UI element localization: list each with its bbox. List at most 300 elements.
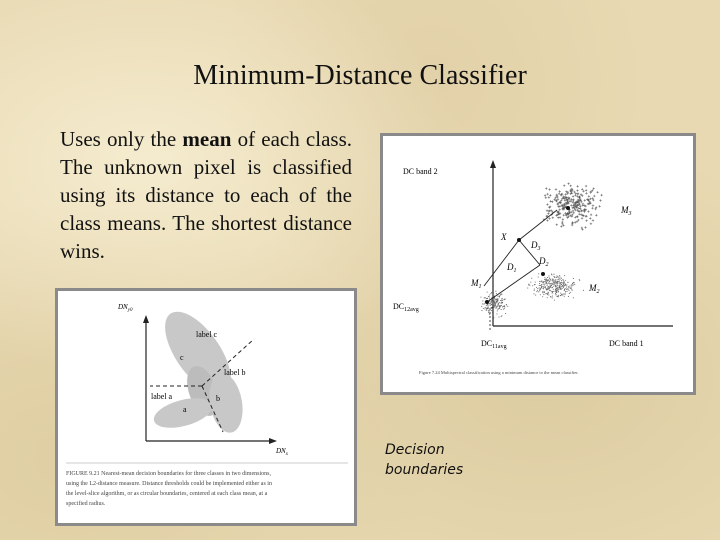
- scatter-mark: [559, 282, 560, 283]
- label-m2: $M_2$: [589, 283, 600, 295]
- scatter-mark: [554, 283, 555, 284]
- scatter-mark: [544, 277, 545, 278]
- scatter-mark: [578, 213, 580, 215]
- scatter-mark: [494, 298, 495, 299]
- scatter-mark: [552, 295, 553, 296]
- scatter-mark: [547, 212, 549, 214]
- scatter-mark: [559, 285, 560, 286]
- body-text-post: of each class. The unknown pixel is classified using its distance to each of the class means. The shortest distance wins.: [60, 127, 353, 263]
- scatter-mark: [499, 308, 500, 309]
- scatter-mark: [557, 296, 558, 297]
- scatter-mark: [563, 280, 564, 281]
- scatter-mark: [555, 286, 556, 287]
- scatter-mark: [547, 293, 548, 294]
- scatter-mark: [553, 276, 554, 277]
- scatter-mark: [528, 284, 529, 285]
- scatter-mark: [485, 307, 486, 308]
- scatter-mark: [484, 303, 485, 304]
- scatter-mark: [557, 296, 558, 297]
- scatter-mark: [541, 284, 542, 285]
- scatter-mark: [561, 221, 563, 223]
- scatter-mark: [558, 295, 559, 296]
- scatter-mark: [566, 291, 567, 292]
- y-axis-arrow: [143, 315, 149, 323]
- scatter-mark: [588, 195, 590, 197]
- scatter-mark: [564, 289, 565, 290]
- scatter-mark: [561, 286, 562, 287]
- scatter-mark: [492, 300, 493, 301]
- mean-m3: [566, 206, 570, 210]
- scatter-mark: [546, 203, 548, 205]
- scatter-mark: [501, 294, 502, 295]
- scatter-mark: [559, 216, 561, 218]
- scatter-mark: [548, 280, 549, 281]
- scatter-mark: [538, 276, 539, 277]
- scatter-mark: [540, 288, 541, 289]
- scatter-mark: [585, 205, 587, 207]
- scatter-mark: [543, 291, 544, 292]
- scatter-mark: [567, 191, 569, 193]
- x-axis-label: DC band 1: [609, 339, 644, 348]
- scatter-mark: [546, 282, 547, 283]
- scatter-mark: [547, 297, 548, 298]
- scatter-mark: [503, 309, 504, 310]
- scatter-mark: [539, 287, 540, 288]
- scatter-mark: [572, 200, 574, 202]
- scatter-mark: [536, 291, 537, 292]
- scatter-mark: [563, 184, 565, 186]
- scatter-mark: [551, 291, 552, 292]
- scatter-mark: [493, 317, 494, 318]
- scatter-mark: [488, 306, 489, 307]
- caption-line-3: the level-slice algorithm, or as circular boundaries, centered at each class mean, at a: [66, 491, 268, 497]
- unknown-pixel-x: [517, 238, 521, 242]
- scatter-mark: [501, 305, 502, 306]
- scatter-mark: [537, 290, 538, 291]
- label-a: label a: [151, 392, 173, 401]
- scatter-mark: [570, 287, 571, 288]
- y-axis-arrow: [490, 160, 496, 168]
- scatter-mark: [537, 288, 538, 289]
- scatter-mark: [584, 199, 586, 201]
- scatter-mark: [485, 297, 486, 298]
- scatter-mark: [489, 301, 490, 302]
- scatter-mark: [563, 284, 564, 285]
- scatter-mark: [527, 288, 528, 289]
- scatter-mark: [554, 300, 555, 301]
- scatter-mark: [560, 295, 561, 296]
- scatter-mark: [583, 204, 585, 206]
- scatter-mark: [494, 303, 495, 304]
- scatter-mark: [582, 190, 584, 192]
- scatter-mark: [548, 188, 550, 190]
- scatter-mark: [550, 283, 551, 284]
- scatter-mark: [547, 281, 548, 282]
- scatter-mark: [581, 217, 583, 219]
- scatter-mark: [504, 308, 505, 309]
- scatter-mark: [600, 194, 602, 196]
- scatter-mark: [574, 284, 575, 285]
- scatter-mark: [491, 292, 492, 293]
- scatter-mark: [494, 306, 495, 307]
- letter-c: c: [180, 353, 184, 362]
- figure-decision-boundaries-svg: [58, 291, 354, 523]
- scatter-mark: [501, 315, 502, 316]
- scatter-mark: [568, 290, 569, 291]
- scatter-mark: [552, 297, 553, 298]
- scatter-mark: [532, 285, 533, 286]
- figure-decision-boundaries: [55, 288, 357, 526]
- scatter-mark: [539, 290, 540, 291]
- scatter-mark: [551, 285, 552, 286]
- scatter-mark: [498, 317, 499, 318]
- scatter-mark: [590, 223, 592, 225]
- y-axis-label: $DN_{y0}$: [118, 303, 133, 313]
- scatter-mark: [557, 291, 558, 292]
- scatter-mark: [557, 285, 558, 286]
- scatter-mark: [548, 288, 549, 289]
- scatter-mark: [543, 283, 544, 284]
- scatter-mark: [482, 300, 483, 301]
- scatter-mark: [569, 286, 570, 287]
- scatter-mark: [568, 286, 569, 287]
- scatter-mark: [557, 289, 558, 290]
- scatter-mark: [566, 285, 567, 286]
- class-3-cluster: [543, 182, 603, 230]
- label-b: label b: [224, 368, 246, 377]
- scatter-mark: [496, 293, 497, 294]
- scatter-mark: [560, 225, 562, 227]
- scatter-mark: [552, 287, 553, 288]
- scatter-mark: [496, 313, 497, 314]
- scatter-mark: [486, 310, 487, 311]
- scatter-mark: [548, 275, 549, 276]
- scatter-mark: [585, 220, 587, 222]
- scatter-mark: [481, 306, 482, 307]
- scatter-mark: [545, 293, 546, 294]
- scatter-mark: [552, 280, 553, 281]
- scatter-mark: [555, 291, 556, 292]
- class-2-cluster: [527, 273, 584, 300]
- mean-m1: [485, 300, 489, 304]
- scatter-mark: [549, 277, 550, 278]
- scatter-mark: [551, 201, 553, 203]
- scatter-mark: [576, 185, 578, 187]
- scatter-mark: [599, 199, 601, 201]
- scatter-mark: [550, 280, 551, 281]
- scatter-mark: [548, 294, 549, 295]
- scatter-mark: [575, 192, 577, 194]
- scatter-mark: [504, 306, 505, 307]
- scatter-mark: [557, 217, 559, 219]
- figure-minimum-distance-svg: [383, 136, 693, 392]
- scatter-mark: [557, 205, 559, 207]
- scatter-mark: [539, 283, 540, 284]
- scatter-mark: [570, 200, 572, 202]
- scatter-mark: [501, 303, 502, 304]
- scatter-mark: [493, 305, 494, 306]
- scatter-mark: [564, 212, 566, 214]
- scatter-mark: [570, 204, 572, 206]
- scatter-mark: [560, 282, 561, 283]
- scatter-mark: [499, 307, 500, 308]
- scatter-mark: [499, 302, 500, 303]
- scatter-mark: [490, 293, 491, 294]
- scatter-mark: [570, 198, 572, 200]
- scatter-mark: [555, 279, 556, 280]
- scatter-mark: [573, 191, 575, 193]
- scatter-mark: [555, 285, 556, 286]
- scatter-mark: [572, 290, 573, 291]
- scatter-mark: [565, 293, 566, 294]
- scatter-mark: [547, 279, 548, 280]
- scatter-mark: [579, 196, 581, 198]
- scatter-mark: [562, 288, 563, 289]
- scatter-mark: [573, 278, 574, 279]
- scatter-mark: [498, 304, 499, 305]
- scatter-mark: [581, 188, 583, 190]
- scatter-mark: [565, 280, 566, 281]
- scatter-mark: [534, 284, 535, 285]
- scatter-mark: [591, 207, 593, 209]
- scatter-mark: [553, 282, 554, 283]
- scatter-mark: [585, 185, 587, 187]
- scatter-mark: [563, 195, 565, 197]
- scatter-mark: [587, 210, 589, 212]
- scatter-mark: [593, 187, 595, 189]
- scatter-mark: [547, 277, 548, 278]
- scatter-mark: [564, 275, 565, 276]
- scatter-mark: [543, 286, 544, 287]
- letter-b: b: [216, 394, 220, 403]
- scatter-mark: [570, 292, 571, 293]
- scatter-mark: [502, 306, 503, 307]
- scatter-mark: [495, 291, 496, 292]
- scatter-mark: [566, 289, 567, 290]
- scatter-mark: [574, 194, 576, 196]
- scatter-mark: [497, 301, 498, 302]
- label-m1: $M_1$: [471, 278, 482, 290]
- scatter-mark: [552, 293, 553, 294]
- scatter-mark: [598, 205, 600, 207]
- scatter-mark: [499, 305, 500, 306]
- scatter-mark: [539, 285, 540, 286]
- scatter-mark: [564, 283, 565, 284]
- scatter-mark: [562, 294, 563, 295]
- scatter-mark: [496, 306, 497, 307]
- scatter-mark: [559, 190, 561, 192]
- scatter-mark: [499, 295, 500, 296]
- scatter-mark: [559, 275, 560, 276]
- scatter-mark: [557, 198, 559, 200]
- scatter-mark: [552, 279, 553, 280]
- scatter-mark: [489, 294, 490, 295]
- scatter-mark: [553, 286, 554, 287]
- body-text: [60, 125, 352, 265]
- scatter-mark: [505, 299, 506, 300]
- scatter-mark: [558, 289, 559, 290]
- scatter-mark: [551, 273, 552, 274]
- scatter-mark: [579, 279, 580, 280]
- scatter-mark: [555, 294, 556, 295]
- scatter-mark: [557, 276, 558, 277]
- scatter-mark: [546, 219, 548, 221]
- scatter-mark: [547, 292, 548, 293]
- scatter-mark: [496, 299, 497, 300]
- scatter-mark: [491, 302, 492, 303]
- scatter-mark: [576, 189, 578, 191]
- scatter-mark: [545, 187, 547, 189]
- distance-line-1: [484, 240, 519, 286]
- scatter-mark: [585, 189, 587, 191]
- scatter-mark: [539, 281, 540, 282]
- scatter-mark: [560, 279, 561, 280]
- scatter-mark: [490, 305, 491, 306]
- scatter-mark: [482, 303, 483, 304]
- scatter-mark: [572, 283, 573, 284]
- scatter-mark: [548, 217, 550, 219]
- scatter-mark: [596, 191, 598, 193]
- scatter-mark: [577, 193, 579, 195]
- scatter-mark: [557, 282, 558, 283]
- scatter-mark: [481, 310, 482, 311]
- scatter-mark: [493, 300, 494, 301]
- distance-line-3: [519, 210, 557, 240]
- scatter-mark: [559, 287, 560, 288]
- scatter-mark: [529, 285, 530, 286]
- scatter-mark: [586, 198, 588, 200]
- scatter-mark: [569, 293, 570, 294]
- figure-right-caption: Figure 7.24 Multispectral classification using a minimum distance to the mean classifier.: [419, 370, 579, 375]
- scatter-mark: [488, 312, 489, 313]
- scatter-mark: [572, 198, 574, 200]
- scatter-mark: [497, 300, 498, 301]
- scatter-mark: [545, 287, 546, 288]
- scatter-mark: [561, 294, 562, 295]
- scatter-mark: [552, 217, 554, 219]
- scatter-mark: [547, 287, 548, 288]
- scatter-mark: [561, 282, 562, 283]
- scatter-mark: [568, 287, 569, 288]
- decision-boundaries-line-2: boundaries: [385, 462, 464, 478]
- scatter-mark: [496, 307, 497, 308]
- scatter-mark: [544, 281, 545, 282]
- scatter-mark: [556, 292, 557, 293]
- scatter-mark: [544, 284, 545, 285]
- scatter-mark: [559, 209, 561, 211]
- scatter-mark: [595, 214, 597, 216]
- scatter-mark: [500, 300, 501, 301]
- scatter-mark: [563, 214, 565, 216]
- scatter-mark: [555, 289, 556, 290]
- scatter-mark: [572, 195, 574, 197]
- label-x: X: [501, 232, 507, 242]
- scatter-mark: [553, 281, 554, 282]
- scatter-mark: [545, 283, 546, 284]
- scatter-mark: [500, 294, 501, 295]
- scatter-mark: [567, 182, 569, 184]
- caption-line-4: specified radius.: [66, 501, 106, 507]
- scatter-mark: [555, 188, 557, 190]
- scatter-mark: [535, 282, 536, 283]
- scatter-mark: [548, 282, 549, 283]
- scatter-mark: [580, 193, 582, 195]
- scatter-mark: [562, 286, 563, 287]
- scatter-mark: [550, 286, 551, 287]
- scatter-mark: [571, 286, 572, 287]
- scatter-mark: [583, 290, 584, 291]
- scatter-mark: [584, 226, 586, 228]
- scatter-mark: [592, 219, 594, 221]
- label-d1: $D_1$: [507, 262, 517, 274]
- scatter-mark: [570, 185, 572, 187]
- scatter-mark: [486, 305, 487, 306]
- scatter-mark: [592, 205, 594, 207]
- x-axis-arrow: [269, 438, 277, 444]
- scatter-mark: [480, 297, 481, 298]
- scatter-mark: [506, 304, 507, 305]
- scatter-mark: [544, 279, 545, 280]
- scatter-mark: [564, 282, 565, 283]
- scatter-mark: [551, 283, 552, 284]
- scatter-mark: [571, 222, 573, 224]
- scatter-mark: [582, 204, 584, 206]
- scatter-mark: [558, 193, 560, 195]
- scatter-mark: [500, 306, 501, 307]
- scatter-mark: [492, 299, 493, 300]
- scatter-mark: [549, 281, 550, 282]
- scatter-mark: [536, 287, 537, 288]
- figure-minimum-distance: [380, 133, 696, 395]
- scatter-mark: [566, 196, 568, 198]
- scatter-mark: [546, 288, 547, 289]
- scatter-mark: [483, 308, 484, 309]
- scatter-mark: [579, 280, 580, 281]
- body-text-pre: Uses only the: [60, 127, 183, 151]
- scatter-mark: [501, 300, 502, 301]
- label-d2: $D_2$: [539, 256, 549, 268]
- scatter-mark: [497, 310, 498, 311]
- scatter-mark: [566, 286, 567, 287]
- decision-boundaries-label: [385, 440, 463, 480]
- scatter-mark: [489, 310, 490, 311]
- scatter-mark: [590, 214, 592, 216]
- scatter-mark: [556, 224, 558, 226]
- scatter-mark: [580, 201, 582, 203]
- scatter-mark: [491, 310, 492, 311]
- scatter-mark: [585, 192, 587, 194]
- scatter-mark: [545, 197, 547, 199]
- scatter-mark: [553, 274, 554, 275]
- scatter-mark: [557, 287, 558, 288]
- scatter-mark: [549, 200, 551, 202]
- scatter-mark: [571, 284, 572, 285]
- scatter-mark: [543, 288, 544, 289]
- scatter-mark: [572, 285, 573, 286]
- scatter-mark: [501, 302, 502, 303]
- scatter-mark: [487, 298, 488, 299]
- scatter-mark: [499, 296, 500, 297]
- scatter-mark: [547, 193, 549, 195]
- scatter-mark: [548, 196, 550, 198]
- scatter-mark: [563, 293, 564, 294]
- y-axis-label: DC band 2: [403, 167, 438, 176]
- scatter-mark: [502, 302, 503, 303]
- scatter-mark: [556, 277, 557, 278]
- scatter-mark: [549, 290, 550, 291]
- scatter-mark: [492, 312, 493, 313]
- scatter-mark: [560, 293, 561, 294]
